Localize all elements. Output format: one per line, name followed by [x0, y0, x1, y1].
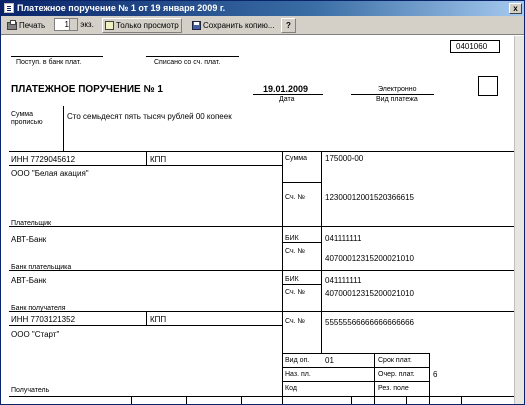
received-label: Поступ. в банк плат.	[16, 59, 82, 66]
payee-bank-bik: 041111111	[325, 276, 362, 285]
op-type-label: Вид оп.	[285, 357, 310, 364]
pay-term-label: Срок плат.	[378, 357, 412, 364]
form-code: 0401060	[456, 42, 488, 51]
print-label: Печать	[19, 21, 46, 30]
order-title: ПЛАТЕЖНОЕ ПОРУЧЕНИЕ № 1	[11, 84, 163, 95]
sum-words-value: Сто семьдесят пять тысяч рублей 00 копеек	[67, 112, 232, 121]
sum-value: 175000-00	[325, 154, 364, 163]
code-label: Код	[285, 385, 297, 392]
payer-inn: ИНН 7729045612	[11, 155, 76, 164]
payer-kpp-label: КПП	[150, 155, 167, 164]
payee-inn: ИНН 7703121352	[11, 315, 76, 324]
printer-icon	[7, 22, 17, 30]
queue-value: 6	[433, 370, 438, 379]
vertical-scrollbar[interactable]	[514, 36, 524, 405]
payer-bank-corr-label: Сч. №	[285, 248, 306, 255]
document-icon	[4, 3, 14, 13]
payer-bank-label: Банк плательщика	[11, 264, 72, 271]
copies-spinner[interactable]: 1	[54, 18, 78, 31]
toolbar	[1, 16, 524, 35]
close-button[interactable]: x	[509, 3, 522, 14]
payee-bank-corr: 40700012315200021010	[325, 289, 414, 298]
payee-bank-label: Банк получателя	[11, 305, 66, 312]
save-copy-button[interactable]	[189, 18, 277, 33]
payer-bank-bik-label: БИК	[285, 235, 299, 242]
date-label: Дата	[279, 96, 295, 103]
purpose-label: Наз. пл.	[285, 371, 311, 378]
reserve-label: Рез. поле	[378, 385, 409, 392]
title-bar[interactable]	[1, 1, 524, 16]
view-only-button[interactable]	[102, 18, 182, 33]
queue-label: Очер. плат.	[378, 371, 415, 378]
sum-label: Сумма	[285, 155, 307, 162]
payee-bank-bik-label: БИК	[285, 276, 299, 283]
payee-kpp-label: КПП	[150, 315, 167, 324]
help-button[interactable]: ?	[281, 18, 296, 33]
save-icon	[192, 21, 201, 30]
save-copy-label: Сохранить копию...	[203, 21, 275, 30]
payee-account-label: Сч. №	[285, 318, 306, 325]
op-type-value: 01	[325, 356, 334, 365]
payer-bank-corr: 40700012315200021010	[325, 254, 414, 263]
payer-bank-bik: 041111111	[325, 234, 362, 243]
payment-order-document	[1, 36, 514, 405]
sum-words-label-2: прописью	[11, 119, 43, 126]
payer-label: Плательщик	[11, 220, 52, 227]
payee-bank: АВТ-Банк	[11, 276, 47, 285]
debited-label: Списано со сч. плат.	[154, 59, 221, 66]
payee-bank-corr-label: Сч. №	[285, 289, 306, 296]
payer-bank: АВТ-Банк	[11, 235, 47, 244]
payer-account-label: Сч. №	[285, 194, 306, 201]
print-button[interactable]	[4, 18, 48, 33]
date-value: 19.01.2009	[263, 84, 309, 94]
view-only-label: Только просмотр	[116, 21, 179, 30]
payee-label: Получатель	[11, 387, 50, 394]
copies-control	[54, 18, 94, 33]
copies-unit-label: экз.	[80, 20, 94, 29]
payer-name: ООО "Белая акация"	[11, 169, 89, 178]
payer-account: 12300012001520366615	[325, 193, 414, 202]
payee-account: 55555566666666666666	[325, 318, 414, 327]
window-title: Платежное поручение № 1 от 19 января 2009 г.	[17, 3, 226, 13]
view-icon	[105, 21, 114, 30]
status-box	[478, 76, 498, 96]
payee-name: ООО "Старт"	[11, 330, 60, 339]
payment-type-value: Электронно	[378, 86, 417, 93]
payment-type-label: Вид платежа	[376, 96, 418, 103]
sum-words-label-1: Сумма	[11, 111, 33, 118]
